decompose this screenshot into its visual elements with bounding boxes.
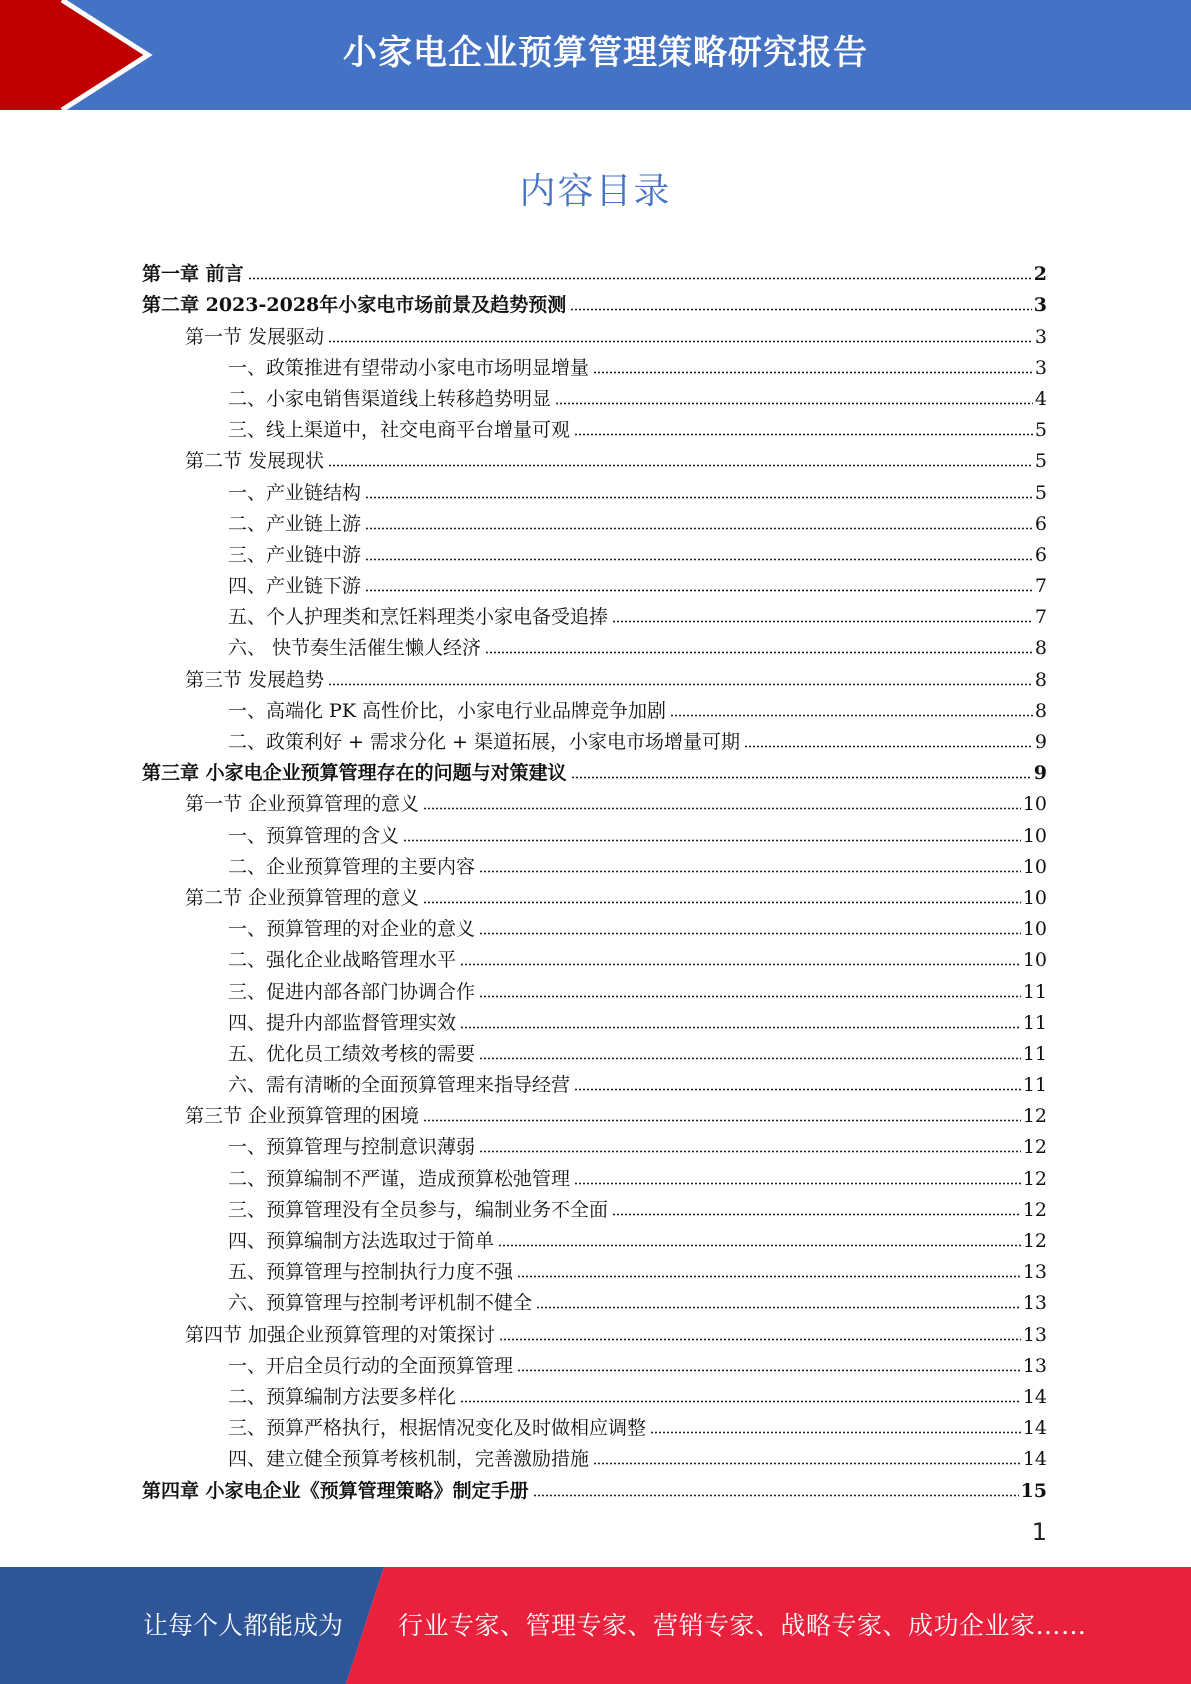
toc-entry-label: 三、预算严格执行，根据情况变化及时做相应调整 — [228, 1417, 647, 1440]
toc-entry[interactable] — [142, 1190, 1047, 1221]
toc-entry[interactable] — [142, 254, 1047, 285]
toc-entry-label: 二、企业预算管理的主要内容 — [228, 855, 476, 878]
dot-leader — [555, 402, 1033, 405]
toc-entry-page: 6 — [1034, 543, 1047, 566]
toc-entry[interactable] — [142, 410, 1047, 441]
toc-entry[interactable] — [142, 316, 1047, 347]
toc-entry[interactable] — [142, 847, 1047, 878]
toc-entry-label: 一、预算管理的对企业的意义 — [228, 918, 476, 941]
dot-leader — [570, 308, 1032, 311]
dot-leader — [533, 1494, 1019, 1497]
dot-leader — [498, 1244, 1021, 1247]
toc-entry[interactable] — [142, 722, 1047, 753]
toc-entry[interactable] — [142, 1408, 1047, 1439]
dot-leader — [479, 995, 1021, 998]
dot-leader — [499, 1338, 1021, 1341]
dot-leader — [744, 745, 1033, 748]
toc-entry-label: 第一章 前言 — [142, 263, 244, 286]
footer-slogan-right: 行业专家、管理专家、营销专家、战略专家、成功企业家…… — [398, 1611, 1087, 1640]
dot-leader — [365, 589, 1033, 592]
toc-entry-page: 13 — [1022, 1323, 1047, 1346]
toc-entry[interactable] — [142, 1096, 1047, 1127]
toc-entry-page: 12 — [1022, 1230, 1047, 1252]
toc-entry-page: 4 — [1034, 387, 1047, 410]
toc-entry-label: 四、预算编制方法选取过于简单 — [228, 1230, 495, 1252]
dot-leader — [650, 1431, 1021, 1434]
toc-entry[interactable] — [142, 285, 1047, 316]
toc-entry[interactable] — [142, 1439, 1047, 1470]
toc-entry-label: 六、预算管理与控制考评机制不健全 — [228, 1292, 533, 1315]
toc-entry-page: 8 — [1034, 637, 1047, 660]
toc-entry-page: 13 — [1022, 1292, 1047, 1315]
dot-leader — [571, 776, 1032, 779]
toc-entry-label: 五、优化员工绩效考核的需要 — [228, 1042, 476, 1065]
toc-entry[interactable] — [142, 878, 1047, 909]
dot-leader — [612, 620, 1033, 623]
report-title: 小家电企业预算管理策略研究报告 — [343, 33, 868, 73]
dot-leader — [574, 1182, 1021, 1185]
dot-leader — [670, 714, 1033, 717]
toc-entry-page: 5 — [1034, 481, 1047, 504]
dot-leader — [485, 651, 1033, 654]
toc-entry[interactable] — [142, 1314, 1047, 1345]
toc-entry[interactable] — [142, 1003, 1047, 1034]
dot-leader — [403, 839, 1021, 842]
toc-heading: 内容目录 — [519, 171, 672, 212]
toc-entry-label: 五、预算管理与控制执行力度不强 — [228, 1261, 514, 1284]
table-of-contents — [142, 254, 1047, 1502]
toc-entry-label: 四、产业链下游 — [228, 575, 362, 598]
toc-entry[interactable] — [142, 940, 1047, 971]
toc-entry-page: 10 — [1022, 886, 1047, 909]
toc-entry-page: 7 — [1034, 575, 1047, 598]
toc-entry-page: 10 — [1022, 793, 1047, 816]
report-header — [0, 0, 1191, 110]
toc-entry[interactable] — [142, 971, 1047, 1002]
toc-entry-page: 11 — [1022, 1074, 1047, 1097]
toc-entry-label: 第四节 加强企业预算管理的对策探讨 — [185, 1323, 496, 1346]
toc-entry-page: 3 — [1034, 356, 1047, 379]
toc-entry-label: 第一节 发展驱动 — [185, 325, 325, 348]
toc-entry-label: 二、小家电销售渠道线上转移趋势明显 — [228, 387, 552, 410]
toc-entry[interactable] — [142, 597, 1047, 628]
toc-entry[interactable] — [142, 1158, 1047, 1189]
toc-entry-page: 5 — [1034, 419, 1047, 442]
toc-entry-page: 15 — [1020, 1479, 1047, 1502]
toc-entry-page: 12 — [1022, 1136, 1047, 1159]
toc-entry-page: 6 — [1034, 512, 1047, 535]
footer-banner — [0, 1567, 1191, 1684]
toc-entry-page: 9 — [1034, 731, 1047, 753]
toc-entry-label: 一、开启全员行动的全面预算管理 — [228, 1354, 514, 1377]
toc-entry[interactable] — [142, 628, 1047, 659]
toc-entry[interactable] — [142, 1252, 1047, 1283]
toc-entry-label: 第一节 企业预算管理的意义 — [185, 793, 420, 816]
dot-leader — [574, 433, 1033, 436]
toc-entry[interactable] — [142, 1377, 1047, 1408]
toc-entry-page: 11 — [1022, 1042, 1047, 1065]
toc-entry-page: 3 — [1033, 294, 1047, 317]
toc-entry[interactable] — [142, 1346, 1047, 1377]
toc-entry-page: 5 — [1034, 450, 1047, 473]
dot-leader — [517, 1275, 1021, 1278]
toc-entry[interactable] — [142, 1065, 1047, 1096]
dot-leader — [365, 527, 1033, 530]
toc-entry-label: 三、预算管理没有全员参与，编制业务不全面 — [228, 1198, 609, 1221]
toc-entry[interactable] — [142, 753, 1047, 784]
toc-entry-label: 一、高端化 PK 高性价比，小家电行业品牌竞争加剧 — [228, 699, 667, 722]
dot-leader — [460, 1400, 1021, 1403]
toc-entry-page: 9 — [1033, 762, 1047, 785]
toc-entry-label: 三、促进内部各部门协调合作 — [228, 980, 476, 1003]
toc-entry-label: 二、预算编制方法要多样化 — [228, 1385, 457, 1408]
toc-entry-page: 10 — [1022, 949, 1047, 972]
toc-entry-page: 12 — [1022, 1167, 1047, 1190]
toc-entry-label: 二、强化企业战略管理水平 — [228, 949, 457, 972]
toc-entry[interactable] — [142, 691, 1047, 722]
toc-entry-label: 三、线上渠道中，社交电商平台增量可观 — [228, 419, 571, 442]
toc-entry-label: 一、预算管理的含义 — [228, 824, 400, 847]
toc-entry-page: 11 — [1022, 980, 1047, 1003]
toc-entry-label: 四、建立健全预算考核机制，完善激励措施 — [228, 1448, 590, 1471]
toc-entry[interactable] — [142, 566, 1047, 597]
toc-entry-label: 第三节 发展趋势 — [185, 668, 325, 691]
toc-entry-page: 14 — [1022, 1385, 1047, 1408]
toc-entry-label: 五、个人护理类和烹饪料理类小家电备受追捧 — [228, 606, 609, 629]
toc-entry-page: 14 — [1022, 1417, 1047, 1440]
dot-leader — [423, 807, 1021, 810]
toc-entry[interactable] — [142, 348, 1047, 379]
toc-entry[interactable] — [142, 659, 1047, 690]
dot-leader — [479, 1057, 1021, 1060]
toc-entry-page: 7 — [1034, 606, 1047, 629]
dot-leader — [328, 683, 1033, 686]
toc-entry[interactable] — [142, 1283, 1047, 1314]
toc-entry-label: 四、提升内部监督管理实效 — [228, 1011, 457, 1034]
toc-entry-label: 第二节 发展现状 — [185, 450, 325, 473]
toc-entry[interactable] — [142, 472, 1047, 503]
dot-leader — [612, 1213, 1021, 1216]
footer-slogan-left: 让每个人都能成为 — [143, 1611, 344, 1640]
toc-entry-label: 第三节 企业预算管理的困境 — [185, 1105, 420, 1128]
toc-entry-label: 三、产业链中游 — [228, 543, 362, 566]
toc-entry[interactable] — [142, 1034, 1047, 1065]
dot-leader — [479, 870, 1021, 873]
toc-entry[interactable] — [142, 379, 1047, 410]
dot-leader — [593, 1462, 1021, 1465]
toc-entry[interactable] — [142, 909, 1047, 940]
toc-entry[interactable] — [142, 441, 1047, 472]
dot-leader — [593, 371, 1033, 374]
dot-leader — [517, 1369, 1021, 1372]
toc-entry-page: 14 — [1022, 1448, 1047, 1471]
dot-leader — [248, 277, 1032, 280]
toc-entry-page: 10 — [1022, 918, 1047, 941]
toc-entry-label: 一、政策推进有望带动小家电市场明显增量 — [228, 356, 590, 379]
toc-entry[interactable] — [142, 504, 1047, 535]
dot-leader — [460, 963, 1021, 966]
toc-entry-label: 第二章 2023-2028年小家电市场前景及趋势预测 — [142, 294, 567, 317]
dot-leader — [479, 1150, 1021, 1153]
toc-entry-page: 3 — [1034, 325, 1047, 348]
toc-entry-label: 六、需有清晰的全面预算管理来指导经营 — [228, 1074, 571, 1097]
dot-leader — [328, 340, 1033, 343]
dot-leader — [479, 932, 1021, 935]
dot-leader — [460, 1026, 1021, 1029]
toc-entry-page: 10 — [1022, 824, 1047, 847]
toc-entry[interactable] — [142, 784, 1047, 815]
dot-leader — [365, 496, 1033, 499]
toc-entry-page: 11 — [1022, 1011, 1047, 1034]
dot-leader — [328, 464, 1033, 467]
toc-entry-label: 六、 快节奏生活催生懒人经济 — [228, 637, 482, 660]
toc-entry-label: 二、预算编制不严谨，造成预算松弛管理 — [228, 1167, 571, 1190]
toc-entry-page: 2 — [1033, 263, 1047, 286]
toc-entry-page: 12 — [1022, 1198, 1047, 1221]
toc-entry[interactable] — [142, 535, 1047, 566]
toc-entry-page: 12 — [1022, 1105, 1047, 1128]
toc-entry-page: 8 — [1034, 668, 1047, 691]
page-number: 1 — [1031, 1518, 1047, 1546]
toc-entry-label: 一、预算管理与控制意识薄弱 — [228, 1136, 476, 1159]
toc-entry-label: 二、政策利好 + 需求分化 + 渠道拓展，小家电市场增量可期 — [228, 731, 740, 753]
toc-entry-label: 第二节 企业预算管理的意义 — [185, 886, 420, 909]
toc-entry[interactable] — [142, 1470, 1047, 1501]
toc-entry[interactable] — [142, 1221, 1047, 1252]
toc-entry-label: 第四章 小家电企业《预算管理策略》制定手册 — [142, 1479, 529, 1502]
toc-entry-label: 一、产业链结构 — [228, 481, 362, 504]
toc-entry-label: 二、产业链上游 — [228, 512, 362, 535]
dot-leader — [365, 558, 1033, 561]
toc-entry-page: 13 — [1022, 1261, 1047, 1284]
dot-leader — [574, 1088, 1021, 1091]
toc-entry-page: 8 — [1034, 699, 1047, 722]
dot-leader — [423, 901, 1021, 904]
toc-entry[interactable] — [142, 815, 1047, 846]
toc-entry-page: 13 — [1022, 1354, 1047, 1377]
toc-entry-label: 第三章 小家电企业预算管理存在的问题与对策建议 — [142, 762, 567, 785]
dot-leader — [536, 1306, 1021, 1309]
dot-leader — [423, 1119, 1021, 1122]
toc-entry[interactable] — [142, 1127, 1047, 1158]
toc-entry-page: 10 — [1022, 855, 1047, 878]
